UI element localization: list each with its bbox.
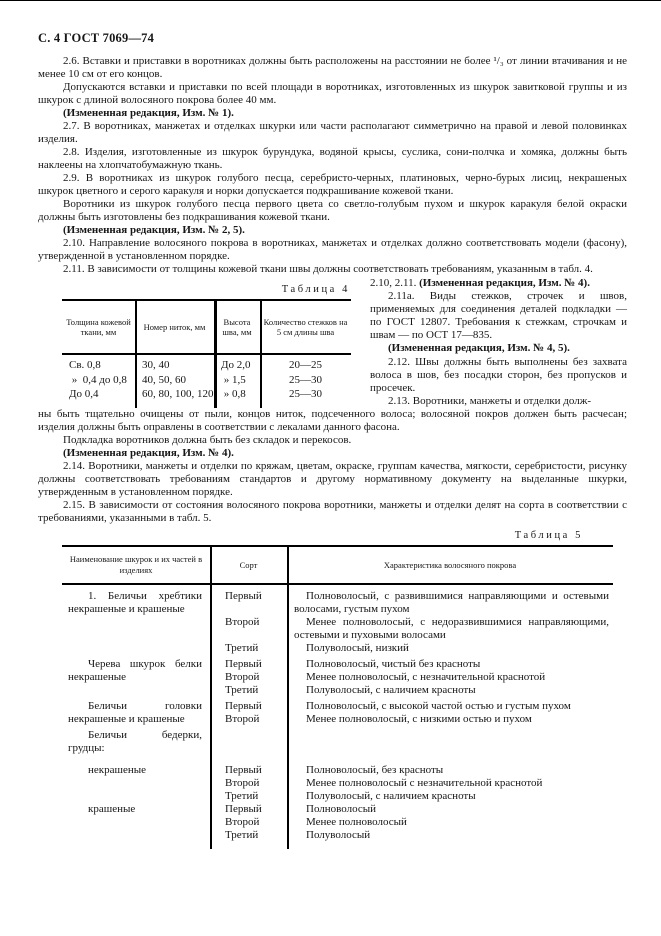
characteristic-cell: Полуволосый, с наличием красноты [306, 683, 476, 696]
table-5-header-cell: Сорт [239, 559, 258, 570]
table-row [210, 713, 613, 726]
table-5-group [62, 764, 613, 803]
amendment-note-izm-4b: (Измененная редакция, Изм. № 4). [63, 446, 234, 459]
sort-cell: Третий [225, 789, 259, 802]
page-header: С. 4 ГОСТ 7069—74 [38, 31, 155, 45]
table-row [210, 777, 613, 790]
table-5-caption: Таблица 5 [514, 529, 583, 541]
characteristic-cell: Полноволосый [306, 802, 377, 815]
table-5-header-row [62, 547, 613, 585]
sort-cell: Первый [225, 589, 262, 602]
sort-cell: Первый [225, 763, 262, 776]
table-row [210, 790, 613, 803]
characteristic-cell: Полуволосый, с наличием красноты [306, 789, 476, 802]
table-5-group [62, 700, 613, 726]
paragraph-2-8: 2.8. Изделия, изготовленные из шкурок бурундука, водяной крысы, суслика, сони-полчка и хомяка, должны быть наклеены на хлопчатобумажную ткань. [38, 146, 627, 171]
table-5-group [62, 803, 613, 842]
table-4-header-cell: Количество стежков на 5 см длины шва [263, 316, 348, 337]
table-row [210, 803, 613, 816]
paragraph-2-10-2-11-amendment [370, 277, 627, 290]
table-4-cell: 20—25 [289, 359, 322, 371]
table-4-cell: » 0,4 до 0,8 [69, 373, 127, 386]
table-row [210, 658, 613, 671]
table-5-section [38, 529, 627, 849]
characteristic-cell: Полуволосый [306, 828, 371, 841]
fur-name-cell: крашеные [88, 802, 136, 815]
table-row [210, 700, 613, 713]
table-5-group [62, 658, 613, 697]
sort-cell: Первый [225, 657, 262, 670]
sort-cell: Второй [225, 670, 260, 683]
page-content [0, 46, 661, 849]
amendment-note-izm-2-5: (Измененная редакция, Изм. № 2, 5). [63, 224, 245, 236]
fur-name-cell: некрашеные [88, 763, 147, 776]
scan-edge-line [0, 0, 661, 1]
characteristic-cell: Менее полноволосый с незначительной краснотой [306, 776, 543, 789]
table-row [210, 684, 613, 697]
table-5 [62, 545, 613, 849]
sort-cell: Третий [225, 828, 259, 841]
right-text-column [370, 277, 627, 408]
table-row [210, 671, 613, 684]
paragraph-2-13-start: 2.13. Воротники, манжеты и отделки долж- [388, 394, 592, 407]
paragraph-2-7: 2.7. В воротниках, манжетах и отделках шкурки или части располагают симметрично на правой и левой половинках изделия. [38, 120, 627, 145]
paragraph-2-9: 2.9. В воротниках из шкурок голубого песца, серебристо-черных, платиновых, черно-бурых лисиц, некрашеных шкурок цветного и серого каракуля и норки допускается подкрашивание кожевой ткани. [38, 172, 627, 197]
table-row [210, 816, 613, 829]
paragraph-2-15: 2.15. В зависимости от состояния волосяного покрова воротники, манжеты и отделки делят на сорта в соответствии с требованиями, указанными в табл. 5. [38, 498, 627, 524]
table-row [210, 764, 613, 777]
characteristic-cell: Менее полноволосый, с незначительной краснотой [306, 670, 546, 683]
table-5-body [62, 585, 613, 849]
characteristic-cell: Полноволосый, чистый без красноты [306, 657, 481, 670]
table-row [210, 590, 613, 616]
table-5-group [62, 590, 613, 655]
table-4-body [62, 355, 351, 408]
table-4-cell: » 0,8 [221, 388, 246, 400]
characteristic-cell: Менее полноволосый [306, 815, 407, 828]
table-4-section [38, 277, 360, 408]
table-4-header-cell: Номер ниток, мм [143, 321, 206, 332]
table-4-cell: Св. 0,8 [69, 359, 101, 371]
table-4-cell: 30, 40 [142, 359, 170, 371]
table-4-header-cell: Высота шва, мм [222, 316, 252, 337]
sort-cell: Первый [225, 802, 262, 815]
fur-name-cell: 1. Беличьи хребтики некрашеные и крашеные [68, 589, 202, 615]
sort-cell: Третий [225, 641, 259, 654]
sort-cell: Второй [225, 712, 260, 725]
paragraph-2-12: 2.12. Швы должны быть выполнены без захвата волоса в шов, без посадки сторон, без пропусков и просечек. [370, 355, 627, 394]
characteristic-cell: Полноволосый, без красноты [306, 763, 444, 776]
table-4 [62, 299, 351, 408]
table-4-column-rule [214, 301, 217, 408]
sort-cell: Третий [225, 683, 259, 696]
paragraph-2-6: 2.6. Вставки и приставки в воротниках должны быть расположены на расстоянии не более ¹/₃ от линии втачивания и не менее 10 см от его концов. [38, 55, 627, 80]
table-4-caption: Таблица 4 [281, 284, 350, 295]
paragraph-2-13-continuation: ны быть тщательно очищены от пыли, концов ниток, подсеченного волоса; волосяной покров должен быть расчесан; изделия должны быть оправлены в соответствии с лекалами данного фасона. [38, 407, 627, 433]
fur-name-cell: Беличьи головки некрашеные и крашеные [68, 699, 202, 725]
paragraph-2-11a: 2.11а. Виды стежков, строчек и швов, применяемых для соединения деталей подкладки — по ГОСТ 12807. Требования к стежкам, строчкам и швам — по ОСТ 17—835. [370, 290, 627, 342]
characteristic-cell: Менее полноволосый, с низкими остью и пухом [306, 712, 532, 725]
table-4-cell: 25—30 [289, 388, 322, 400]
table-row [210, 829, 613, 842]
table-4-cell: 60, 80, 100, 120 [142, 388, 214, 400]
paragraph-2-13-lining: Подкладка воротников должна быть без складок и перекосов. [63, 433, 352, 446]
amendment-ref-numbers: 2.10, 2.11. [370, 277, 420, 289]
table-4-cell: До 0,4 [69, 388, 99, 400]
table-5-header-cell: Характеристика волосяного покрова [383, 559, 517, 570]
table-4-column-rule [135, 301, 137, 408]
fur-name-cell: Черева шкурок белки некрашеные [68, 657, 202, 683]
paragraph-2-10: 2.10. Направление волосяного покрова в воротниках, манжетах и отделках должно соответствовать модели (фасону), утвержденной в установленном порядке. [38, 237, 627, 262]
table-4-cell: 25—30 [289, 373, 322, 386]
table-5-column-rule [287, 547, 289, 849]
table-4-cell: 40, 50, 60 [142, 373, 186, 386]
characteristic-cell: Полноволосый, с высокой частой остью и густым пухом [306, 699, 571, 712]
two-column-section [38, 277, 627, 408]
table-4-column-rule [260, 301, 262, 408]
table-5-column-rule [210, 547, 212, 849]
sort-cell: Первый [225, 699, 262, 712]
amendment-note-izm-1: (Измененная редакция, Изм. № 1). [63, 107, 234, 119]
paragraph-2-6-addendum: Допускаются вставки и приставки по всей площади в воротниках, изготовленных из шкурок завитковой группы и из шкурок с длиной волосяного покрова более 40 мм. [38, 81, 627, 106]
sort-cell: Второй [225, 815, 260, 828]
characteristic-cell: Полуволосый, низкий [306, 641, 409, 654]
fur-name-cell: Беличьи бедерки, грудцы: [68, 728, 202, 754]
paragraph-2-11: 2.11. В зависимости от толщины кожевой ткани швы должны соответствовать требованиям, указанным в табл. 4. [63, 263, 593, 275]
characteristic-cell: Полноволосый, с развившимися направляющими и остевыми волосами, густым пухом [294, 589, 609, 615]
sort-cell: Второй [225, 776, 260, 789]
table-5-group [62, 729, 613, 755]
paragraph-2-14: 2.14. Воротники, манжеты и отделки по кряжам, цветам, окраске, группам качества, мягкости, серебристости, рисунку должны соответствовать требованиям стандартов и другому нормативному документу на выделанные шкурки, утвержденным в установленном порядке. [38, 459, 627, 498]
table-5-header-cell: Наименование шкурок и их частей в изделиях [69, 554, 203, 575]
table-row [210, 642, 613, 655]
table-4-cell: До 2,0 [221, 359, 251, 371]
amendment-note-izm-4: (Измененная редакция, Изм. № 4). [419, 277, 590, 289]
table-4-header-row [62, 301, 351, 355]
amendment-note-izm-4-5: (Измененная редакция, Изм. № 4, 5). [388, 342, 570, 355]
sort-cell: Второй [225, 615, 260, 628]
table-4-header-cell: Толщина кожевой ткани, мм [66, 316, 131, 337]
characteristic-cell: Менее полноволосый, с недоразвившимися направляющими, остевыми и пуховыми волосами [294, 615, 609, 641]
table-4-cell: » 1,5 [221, 373, 246, 386]
table-row [210, 616, 613, 642]
paragraph-2-9-continuation: Воротники из шкурок голубого песца первого цвета со светло-голубым пухом и шкурок каракуля белой окраски должны быть изготовлены без подкрашивания кожевой ткани. [38, 198, 627, 223]
